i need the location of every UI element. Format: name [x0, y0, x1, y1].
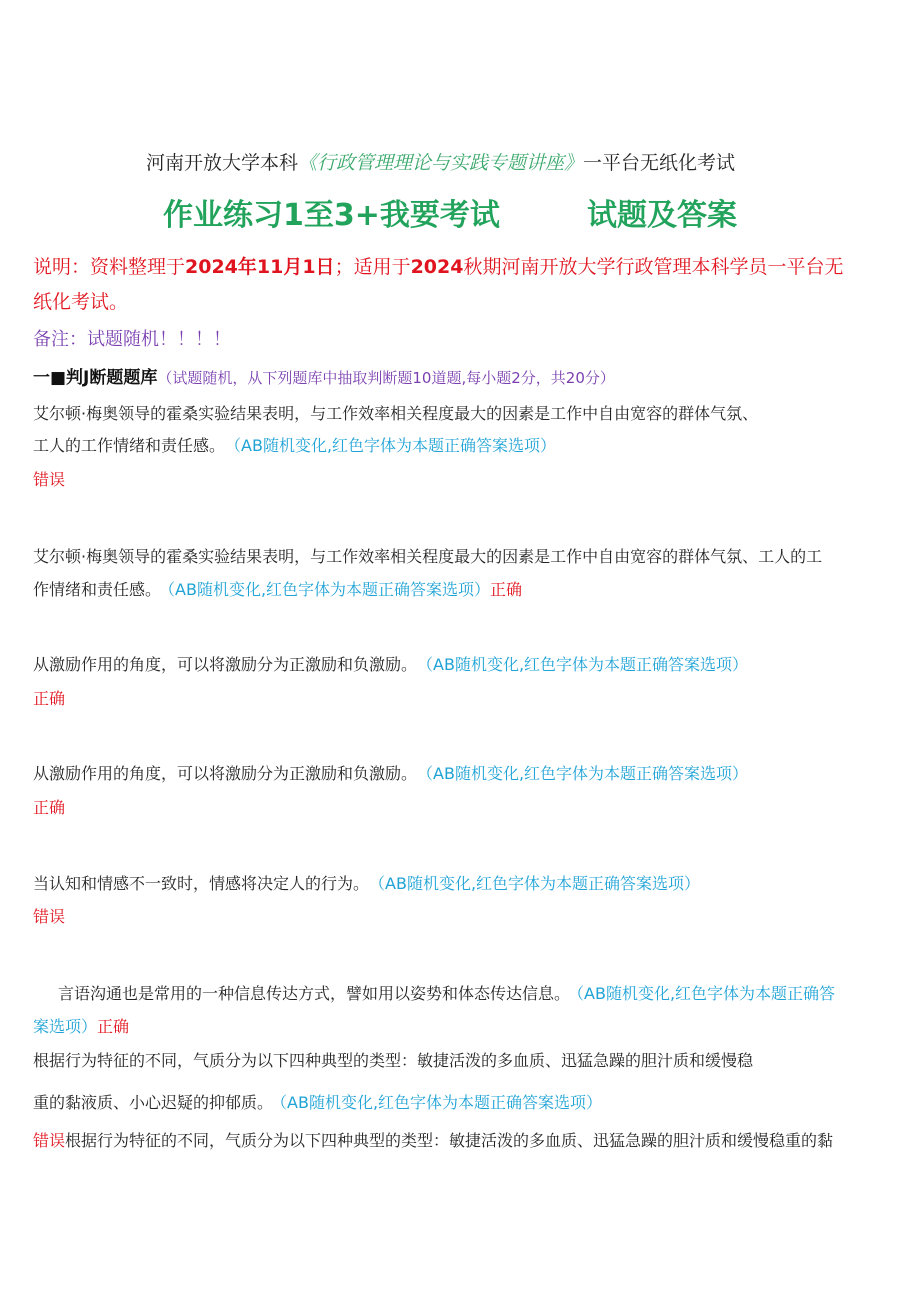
- question-7-line-2: [33, 1092, 602, 1114]
- question-7-text: 重的黏液质、小心迟疑的抑郁质。: [33, 1093, 274, 1112]
- intro-part2: ；适用于: [334, 256, 411, 278]
- section-header: [33, 366, 615, 390]
- question-1-answer: 错误: [33, 470, 66, 489]
- question-5-hint: （AB随机变化,红色字体为本题正确答案选项）: [377, 874, 701, 893]
- document-subtitle-left: 作业练习1至3+我要考试: [163, 198, 500, 233]
- question-7-line-1: 根据行为特征的不同，气质分为以下四种典型的类型：敏捷活泼的多血质、迅猛急躁的胆汁质和缓慢稳: [33, 1051, 754, 1070]
- question-2-hint: （AB随机变化,红色字体为本题正确答案选项）: [167, 580, 491, 599]
- question-4-text: 从激励作用的角度，可以将激励分为正激励和负激励。: [33, 764, 418, 783]
- question-6-answer: 正确: [97, 1017, 130, 1036]
- question-1-text: 工人的工作情绪和责任感。: [33, 436, 226, 455]
- question-1-hint: （AB随机变化,红色字体为本题正确答案选项）: [233, 436, 557, 455]
- question-6-line-1: [58, 983, 835, 1005]
- intro-term: 2024: [410, 256, 464, 278]
- title-prefix: 河南开放大学本科: [146, 152, 299, 174]
- question-6-hint-a: （AB随机变化,红色字体为本题正确答: [576, 984, 836, 1003]
- question-2-line-1: 艾尔顿·梅奥领导的霍桑实验结果表明，与工作效率相关程度最大的因素是工作中自由宽容的群体气氛、工人的工: [33, 547, 823, 566]
- question-3-line-1: [33, 654, 748, 676]
- question-7-hint: （AB随机变化,红色字体为本题正确答案选项）: [279, 1093, 603, 1112]
- question-3-text: 从激励作用的角度，可以将激励分为正激励和负激励。: [33, 655, 418, 674]
- intro-line-2: 纸化考试。: [33, 291, 129, 313]
- question-1-line-1: 艾尔顿·梅奥领导的霍桑实验结果表明，与工作效率相关程度最大的因素是工作中自由宽容的群体气氛、: [33, 404, 759, 423]
- title-suffix: 一平台无纸化考试: [583, 152, 736, 174]
- question-7-answer: 错误: [33, 1131, 66, 1150]
- intro-part3: 秋期河南开放大学行政管理本科学员一平台无: [463, 256, 844, 278]
- document-title: [146, 150, 735, 176]
- question-2-answer: 正确: [490, 580, 523, 599]
- question-2-line-2: [33, 579, 522, 601]
- question-5-line-1: [33, 873, 700, 895]
- question-5-text: 当认知和情感不一致时，情感将决定人的行为。: [33, 874, 370, 893]
- question-8-text: 根据行为特征的不同，气质分为以下四种典型的类型：敏捷活泼的多血质、迅猛急躁的胆汁质和缓慢稳重的黏: [65, 1131, 834, 1150]
- note: 备注：试题随机！！！！: [33, 329, 231, 350]
- question-4-hint: （AB随机变化,红色字体为本题正确答案选项）: [425, 764, 749, 783]
- title-course: 《行政管理理论与实践专题讲座》: [298, 152, 584, 174]
- question-6-text: 言语沟通也是常用的一种信息传达方式，譬如用以姿势和体态传达信息。: [58, 984, 571, 1003]
- intro-line-1: [33, 253, 843, 281]
- question-1-line-2: [33, 435, 556, 457]
- question-3-hint: （AB随机变化,红色字体为本题正确答案选项）: [425, 655, 749, 674]
- section-sub: （试题随机，从下列题库中抽取判断题10道题,每小题2分，共20分）: [157, 369, 615, 387]
- question-5-answer: 错误: [33, 907, 66, 926]
- question-8-line-1: [33, 1130, 833, 1152]
- question-3-answer: 正确: [33, 689, 66, 708]
- intro-part1: 说明：资料整理于: [33, 256, 186, 278]
- question-4-line-1: [33, 763, 748, 785]
- intro-date: 2024年11月1日: [185, 256, 335, 278]
- section-title: 一■判J断题题库: [33, 368, 158, 388]
- question-4-answer: 正确: [33, 798, 66, 817]
- question-6-hint-b: 案选项）: [33, 1017, 98, 1036]
- document-subtitle-right: 试题及答案: [587, 198, 737, 233]
- question-2-text: 作情绪和责任感。: [33, 580, 162, 599]
- question-6-line-2: [33, 1016, 129, 1038]
